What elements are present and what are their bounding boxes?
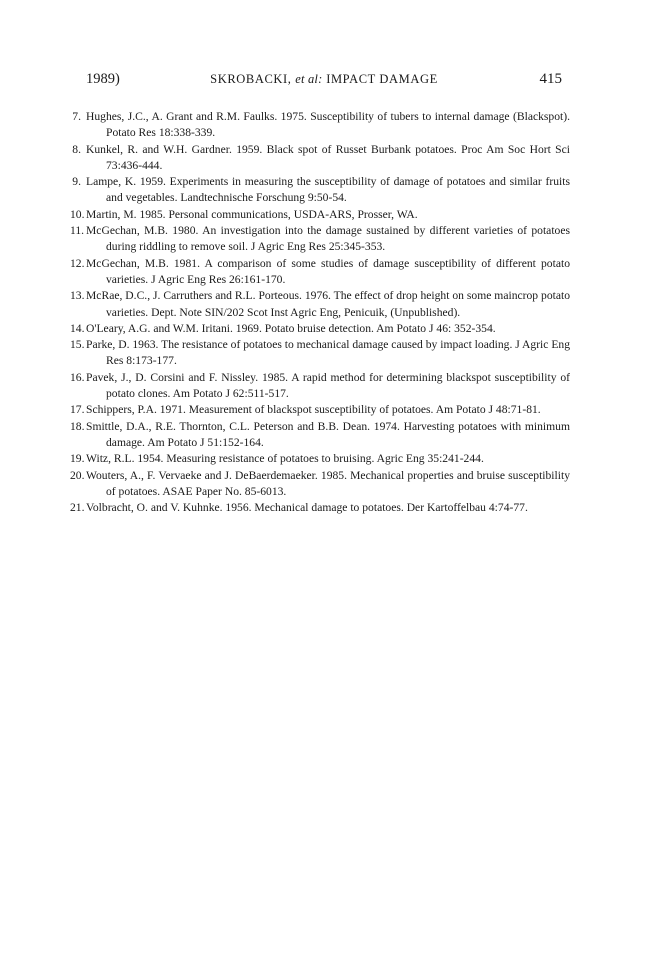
reference-number: 18. [70,419,85,433]
header-title-rest: IMPACT DAMAGE [322,72,438,86]
header-year: 1989) [86,71,120,87]
reference-item [70,256,570,289]
reference-item [70,207,570,223]
reference-text: Kunkel, R. and W.H. Gardner. 1959. Black spot of Russet Burbank potatoes. Proc Am Soc Hort Sci 73:436-444. [86,142,570,172]
reference-item [70,174,570,207]
reference-text: Witz, R.L. 1954. Measuring resistance of potatoes to bruising. Agric Eng 35:241-244. [86,452,484,466]
header-title-etal: et al: [295,72,323,86]
header-title-main: SKROBACKI, [210,72,296,86]
reference-number: 12. [70,256,85,270]
reference-text: Martin, M. 1985. Personal communications, USDA-ARS, Prosser, WA. [86,207,418,221]
reference-item [70,288,570,321]
reference-number: 17. [70,403,85,417]
reference-text: O'Leary, A.G. and W.M. Iritani. 1969. Potato bruise detection. Am Potato J 46: 352-354. [86,321,496,335]
reference-number: 11. [70,224,85,238]
reference-text: Lampe, K. 1959. Experiments in measuring the susceptibility of damage of potatoes and similar fruits and vegetables. Landtechnische Forschung 9:50-54. [86,175,570,205]
reference-text: Wouters, A., F. Vervaeke and J. DeBaerdemaeker. 1985. Mechanical properties and bruise susceptibility of potatoes. ASAE Paper No. 85-6013. [86,468,570,498]
reference-item [70,468,570,501]
reference-number: 7. [72,110,81,123]
reference-number: 8. [72,142,81,156]
reference-number: 16. [70,370,85,384]
reference-item [70,321,570,337]
reference-number: 21. [70,501,85,515]
page-number: 415 [539,71,562,87]
reference-item [70,451,570,467]
reference-text: Pavek, J., D. Corsini and F. Nissley. 1985. A rapid method for determining blackspot susceptibility of potato clones. Am Potato J 62:511-517. [86,370,570,401]
running-head [86,69,562,89]
reference-number: 20. [70,468,85,482]
reference-list [70,109,570,516]
reference-number: 13. [70,289,85,303]
reference-text: Parke, D. 1963. The resistance of potatoes to mechanical damage caused by impact loading. J Agric Eng Res 8:173-177. [86,338,570,368]
reference-text: McGechan, M.B. 1980. An investigation into the damage sustained by different varieties of potatoes during riddling to remove soil. J Agric Eng Res 25:345-353. [86,224,570,254]
reference-item [70,337,570,370]
reference-item [70,419,570,452]
header-title [86,69,562,89]
reference-text: Hughes, J.C., A. Grant and R.M. Faulks. 1975. Susceptibility of tubers to internal damage (Blackspot). Potato Res 18:338-339. [86,110,570,140]
reference-item [70,402,570,418]
reference-item [70,223,570,256]
reference-number: 14. [70,321,85,335]
reference-item [70,142,570,175]
reference-item [70,500,570,516]
reference-number: 9. [72,175,81,189]
reference-text: Schippers, P.A. 1971. Measurement of blackspot susceptibility of potatoes. Am Potato J 48:71-81. [86,403,541,417]
reference-item [70,370,570,403]
reference-text: McGechan, M.B. 1981. A comparison of some studies of damage susceptibility of different potato varieties. J Agric Eng Res 26:161-170. [86,256,570,286]
reference-item [70,109,570,142]
reference-text: McRae, D.C., J. Carruthers and R.L. Porteous. 1976. The effect of drop height on some maincrop potato varieties. Dept. Note SIN/202 Scot Inst Agric Eng, Penicuik, (Unpublished). [86,289,570,319]
reference-number: 10. [70,207,85,221]
reference-text: Smittle, D.A., R.E. Thornton, C.L. Peterson and B.B. Dean. 1974. Harvesting potatoes with minimum damage. Am Potato J 51:152-164. [86,419,570,449]
reference-text: Volbracht, O. and V. Kuhnke. 1956. Mechanical damage to potatoes. Der Kartoffelbau 4:74-77. [86,501,528,515]
reference-number: 15. [70,338,85,352]
reference-number: 19. [70,452,85,466]
